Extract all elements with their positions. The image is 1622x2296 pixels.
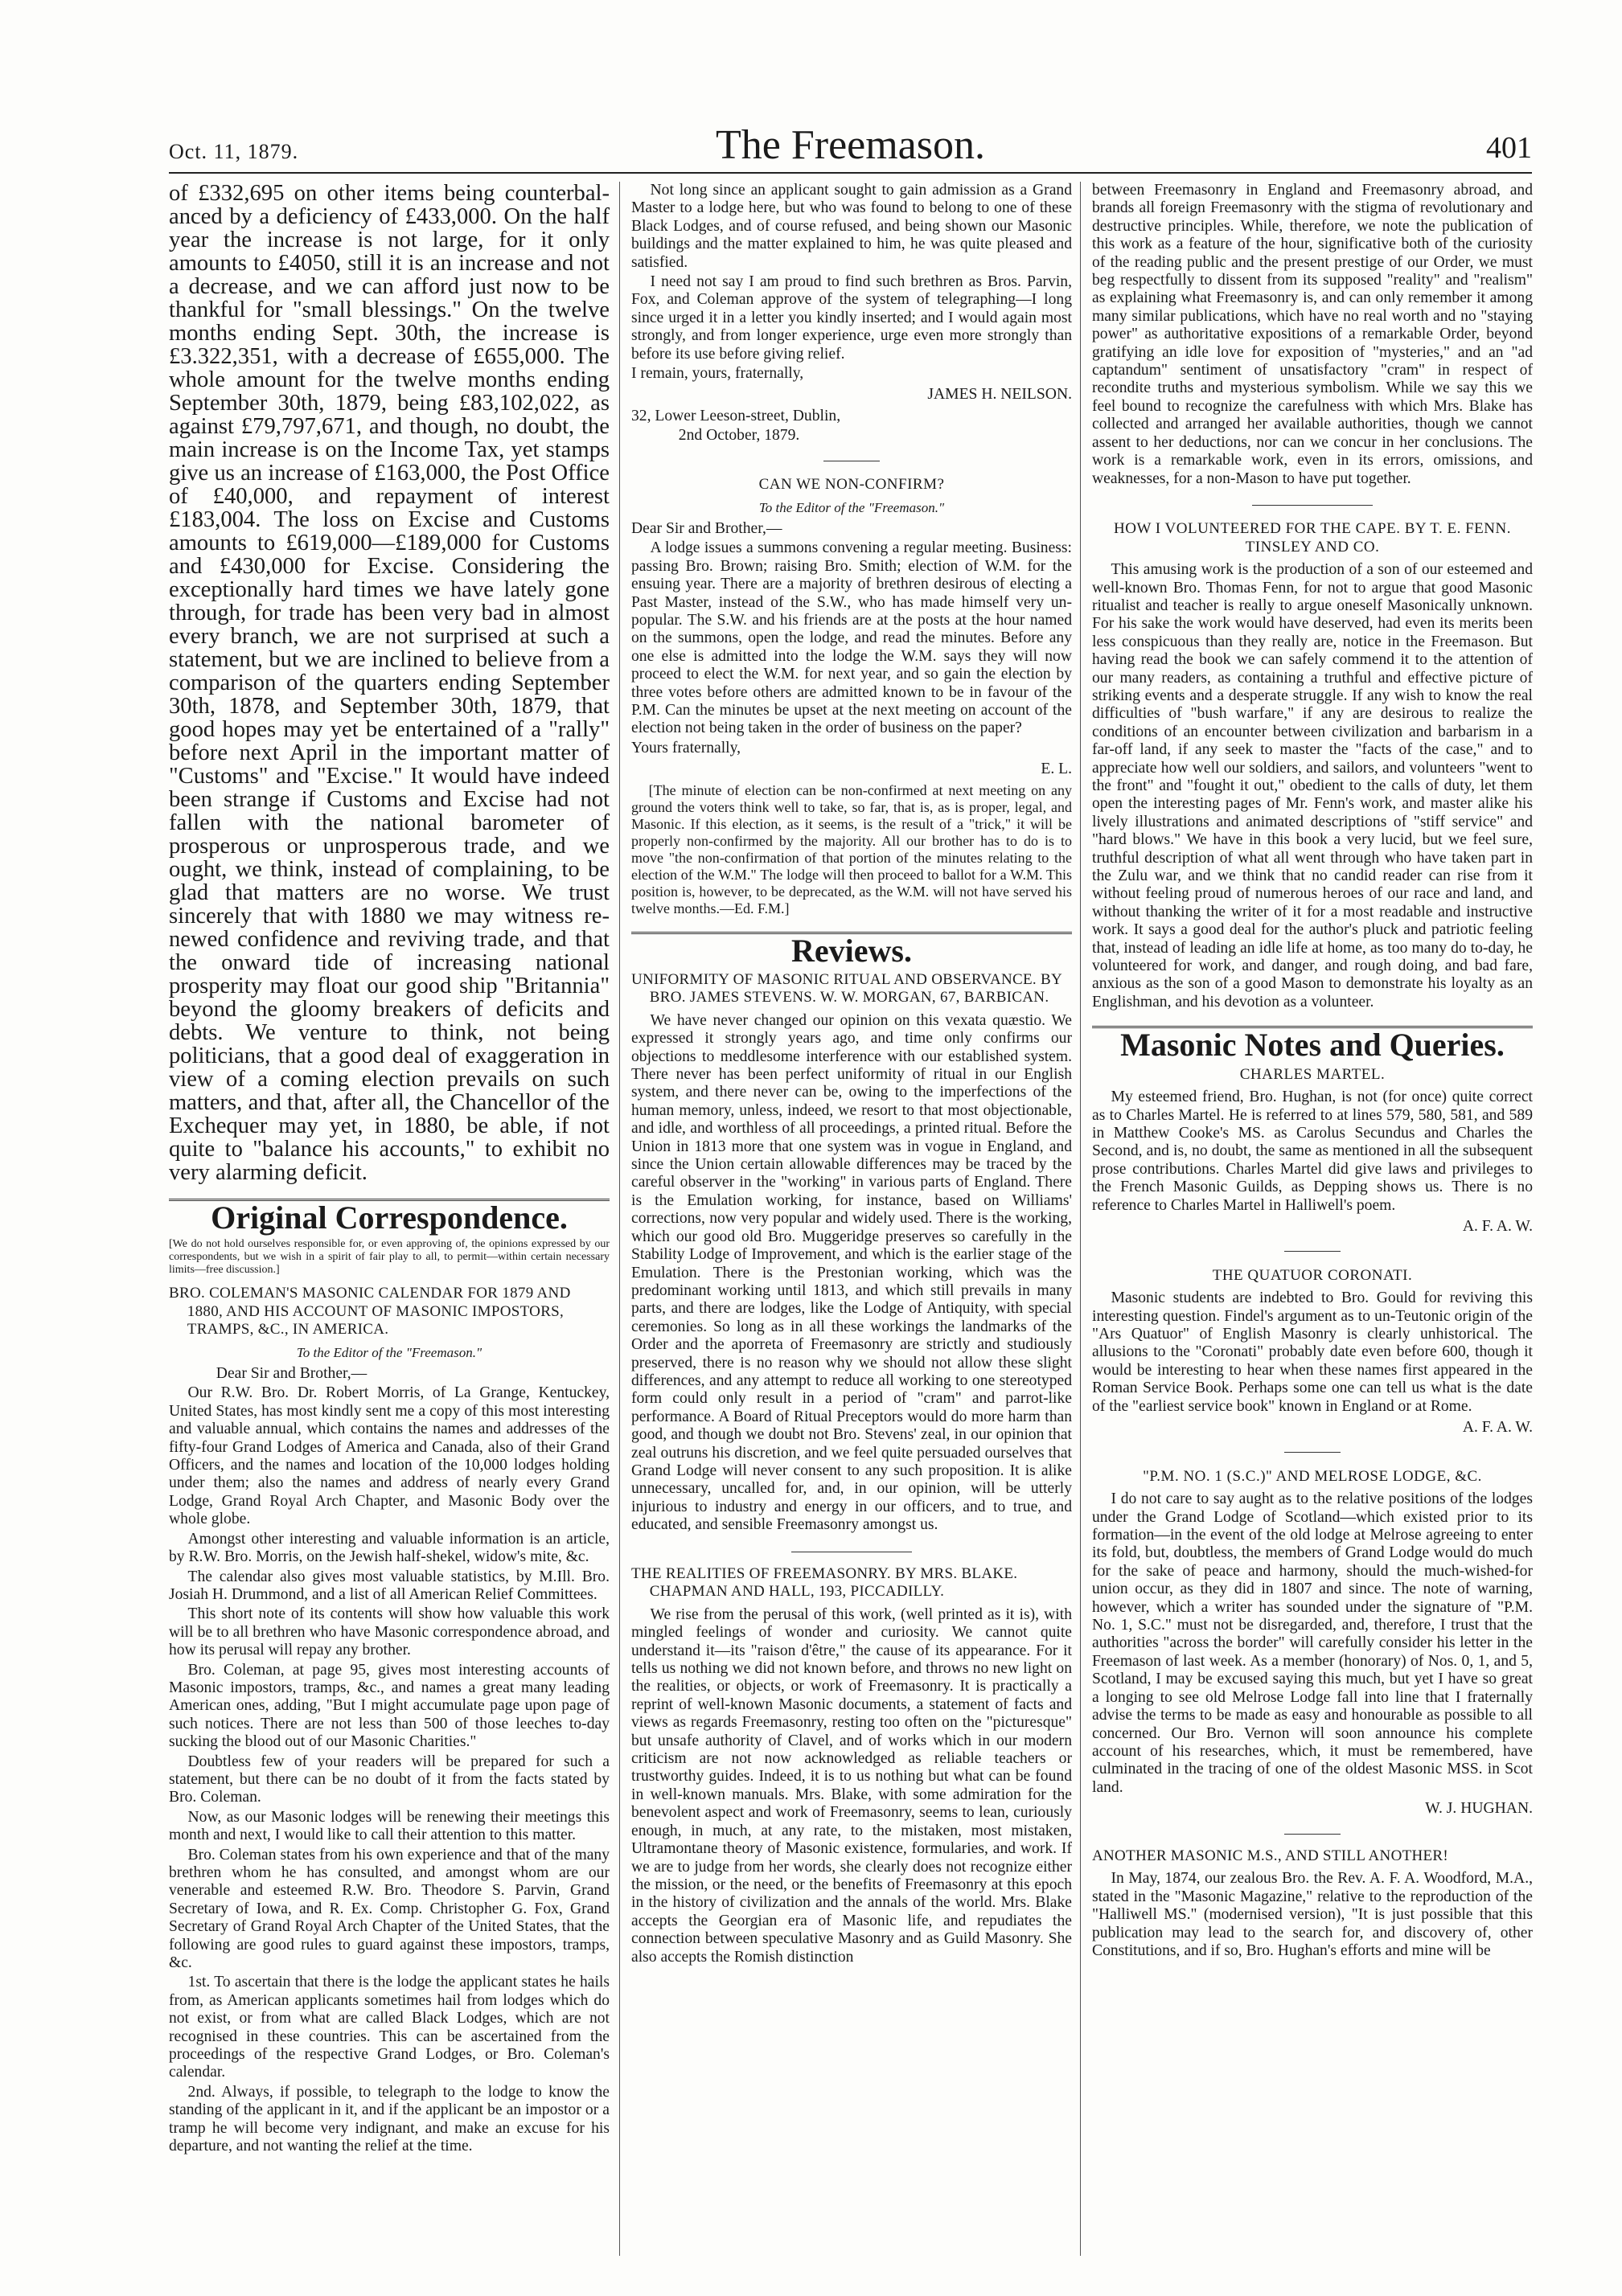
column-3	[1092, 182, 1533, 2256]
letter-paragraph: Our R.W. Bro. Dr. Robert Morris, of La Grange, Kentuckey, United States, has most kindly sent me a copy of this most interesting and valuable annual, which contains the names and addresses of the fifty-four Grand Lodges of America and Canada, also of their Grand Officers, and the names and location of the 10,000 lodges holding under them; also the names and address of nearly every Grand Lodge, Grand Royal Arch Chapter, and Masonic Body over the whole globe.	[169, 1384, 610, 1528]
query-title: THE QUATUOR CORONATI.	[1212, 1266, 1413, 1284]
letter-paragraph: I need not say I am proud to find such brethren as Bros. Parvin, Fox, and Coleman approve of the system of telegraphing—I long since urged it in a letter you kindly inserted; and I would again most strongly, and from longer experience, urge even more strongly than before its use before giving relief.	[631, 273, 1072, 363]
masthead-rule	[169, 172, 1532, 174]
query-paragraph: Masonic students are indebted to Bro. Gould for reviving this interesting question. Findel's argument as to un-Teutonic origin of the "Ars Quatuor" of English Masonry is clearly unhistorical. The allusions to the "Coronati" probably date even before 600, though it would be interesting to hear when these names first appeared in the Roman Service Book. Perhaps some one can tell us what is the date of the "earliest service book" known in England or at Rome.	[1092, 1289, 1533, 1415]
column-divider	[619, 182, 620, 2256]
review-paragraph: This amusing work is the production of a son of our esteemed and well-known Bro. Thomas Fenn, for not to argue that good Masonic ritualist and teacher is really to argue oneself Masonically unknown. For his sake the work would have deserved, had even its merits been less conspicuous than they really are, notice in the Freemason. But having read the book we can safely commend it to the attention of our many readers, as containing a truthful and effective picture of striking events and a desperate struggle. If any wish to know the real difficulties of "bush warfare," if any are desirous to realize the conditions of an encounter between civilization and barbarism in a far-off land, if any seek to master the "facts of the case," and to appreciate how well our soldiers, and sailors, and volunteers "went to the front" and "fought it out," obedient to the calls of duty, let them open the interesting pages of Mr. Fenn's work, and master alike his lively illustrations and animated descriptions of "stiff service" and "hard blows." We have in this book a very lucid, but we feel sure, truthful description of what all went through who have taken part in the Zulu war, and we think that no candid reader can rise from it without feeling proud of numerous heroes of our race and land, and without thanking the writer of it for a most readable and instructive work. It says a good deal for the author's pluck and patriotic feeling that, instead of leading an idle life at home, as too many do to-day, he volunteered for work, and danger, and rough doing, and bad fare, anxious as the son of a good Mason to demonstrate his loyalty as an Englishman, and his devotion as a volunteer.	[1092, 561, 1533, 1011]
divider	[631, 449, 1072, 466]
query-signature: A. F. A. W.	[1462, 1217, 1533, 1235]
letter-title: CAN WE NON-CONFIRM?	[758, 476, 945, 494]
divider	[1092, 493, 1533, 510]
editorial-continuation	[169, 182, 610, 1184]
review-paragraph: between Freemasonry in England and Freemasonry abroad, and brands all foreign Freemasonry with the stigma of revolutionary and destructive principles. While, therefore, we note the publication of this work as a feature of the hour, significative both of the curiosity of the reading public and the present prestige of our Order, we must beg respectfully to dissent from its supposed "reality" and "realism" as explaining what Freemasonry is, and can only remember it among many similar publications, which have no real worth and no "staying power" as authoritative expositions of a remarkable Order, beyond gratifying an idle love for exposition of "mysteries," and an "ad captandum" sentiment of unsatisfactory "cram" in respect of recondite truths and mysterious symbolism. While we say this we feel bound to recognize the carefulness with which Mrs. Blake has collected and arranged her available authorities, though we cannot assent to her deductions, nor can we concur in her conclusions. The work is a remarkable work, even in its errors, omissions, and weaknesses, for a non-Mason to have put together.	[1092, 182, 1533, 487]
letter-paragraph: A lodge issues a summons convening a regular meeting. Business: passing Bro. Brown; raising Bro. Smith; election of W.M. for the ensuing year. There are a majority of brethren desirous of electing a Past Master, instead of the S.W., who has made himself very unpopular. The S.W. and his friends are at the posts at the hour named on the summons, open the lodge, and read the minutes. Before any one else is admitted into the lodge the W.M. says they will now proceed to elect the W.M. for next year, and so gain the election by three votes before others are admitted known to be in favour of the P.M. Can the minutes be upset at the next meeting on account of the election not being taken in the order of business on the paper?	[631, 539, 1072, 737]
section-heading: Reviews.	[791, 932, 912, 969]
query-title: CHARLES MARTEL.	[1239, 1065, 1386, 1083]
review-title: HOW I VOLUNTEERED FOR THE CAPE. BY T. E. FENN. TINSLEY AND CO.	[1114, 520, 1511, 556]
letter-signature: JAMES H. NEILSON.	[927, 386, 1072, 404]
editorial-paragraph: of £332,695 on other items being counterbalanced by a deficiency of £433,000. On the half year the increase is not large, for it only amounts to £4050, still it is an increase and not a decrease, and we can afford just now to be thankful for "small blessings." On the twelve months ending Sept. 30th, the increase is £3.322,351, with a decrease of £655,000. The whole amount for the twelve months ending September 30th, 1879, being £83,102,022, as against £79,797,671, and though, no doubt, the main increase is on the Income Tax, yet stamps give us an increase of £163,000, the Post Office of £40,000, and repayment of interest £183,004. The loss on Excise and Customs amounts to £619,000—£189,000 for Customs and £430,000 for Excise. Considering the exceptionally hard times we have lately gone through, for trade has been very bad in almost every branch, we are not surprised at such a statement, but we are inclined to believe from a comparison of the quarters ending September 30th, 1878, and September 30th, 1879, that good hopes may yet be entertained of a "rally" before next April in the important matter of "Customs" and "Excise." It would have indeed been strange if Customs and Excise had not fallen with the national barometer of prosperous or unprosperous trade, and we ought, we think, instead of complaining, to be glad that matters are no worse. We trust sincerely that with 1880 we may witness renewed confidence and reviving trade, and that the onward tide of increasing national prosperity may float our good ship "Britannia" beyond the gloomy breakers of deficits and debts. We venture to think, not being politicians, that a good deal of exaggeration in view of a coming election prevails on such matters, and that, after all, the Chancellor of the Exchequer may yet, in 1880, be able, if not quite to "balance his accounts," to exhibit no very alarming deficit.	[169, 182, 610, 1185]
letter-paragraph: Bro. Coleman states from his own experience and that of the many brethren whom he has consulted, and amongst whom are our venerable and esteemed R.W. Bro. Theodore S. Parvin, Grand Secretary of Iowa, and R. Ex. Comp. Christopher G. Fox, Grand Secretary of Grand Royal Arch Chapter of the United States, that the following are good rules to guard against these impostors, tramps, &c.	[169, 1846, 610, 1972]
letter-paragraph: Doubtless few of your readers will be prepared for such a statement, but there can be no doubt of it from the facts stated by Bro. Coleman.	[169, 1753, 610, 1806]
letter-paragraph: Bro. Coleman, at page 95, gives most interesting accounts of Masonic impostors, tramps, &c., and names a great many leading American ones, adding, "But I might accumulate page upon page of such notices. There are not less than 500 of those leeches to-day sucking the blood out of our Masonic Charities."	[169, 1661, 610, 1751]
column-2	[631, 182, 1072, 2256]
editor-note: [The minute of election can be non-confirmed at next meeting on any ground the voters think well to take, so far, that is, as is proper, legal, and Masonic. If this election, as it seems, is the result of a "trick," it will be properly non-confirmed by the majority. All our brother has to do is to move "the non-confirmation of that portion of the minutes relating to the election of the W.M." The lodge will then proceed to ballot for a W.M. This position is, however, to be deprecated, as the W.M. will not have served his twelve months.—Ed. F.M.]	[631, 781, 1072, 916]
letter-paragraph: The calendar also gives most valuable statistics, by M.Ill. Bro. Josiah H. Drummond, and a list of all American Relief Committees.	[169, 1568, 610, 1603]
letter-paragraph: 2nd. Always, if possible, to telegraph to the lodge to know the standing of the applicant in it, and if the applicant be an impostor or a tramp he will become very indignant, and make an excuse for his departure, and not wanting the relief at the time.	[169, 2083, 610, 2155]
page-number: 401	[1486, 131, 1532, 165]
divider	[1092, 1440, 1533, 1458]
query-signature: A. F. A. W.	[1462, 1419, 1533, 1436]
newspaper-title: The Freemason.	[715, 122, 985, 168]
issue-date: Oct. 11, 1879.	[169, 140, 299, 163]
query-paragraph: I do not care to say aught as to the relative positions of the lodges under the Grand Lodge of Scotland—which existed prior to its formation—in the event of the old lodge at Melrose agreeing to enter its fold, but, doubtless, the members of Grand Lodge would do much for the sake of peace and harmony, should the much-wished-for union occur, as they did in 1807 and since. The note of warning, however, which a writer has sounded under the signature of "P.M. No. 1, S.C." must not be disregarded, and, therefore, I trust that the authorities "across the border" will carefully consider his letter in the Freemason of last week. As a member (honorary) of Nos. 0, 1, and 5, Scotland, I may be excused saying this much, but yet I have so great a longing to see old Melrose Lodge fall into line that I fraternally advise the terms to be made as easy and honourable as possible to all concerned. Our Bro. Vernon will soon announce his complete account of his researches, which, it must be remembered, have culminated in the tracing of one of the oldest Masonic MSS. in Scot land.	[1092, 1490, 1533, 1796]
editorial-disclaimer: [We do not hold ourselves responsible for, or even approving of, the opinions expressed by our correspondents, but we wish in a spirit of fair play to all, to permit—within certain necessary limits—free discussion.]	[169, 1238, 610, 1277]
letter-signature: E. L.	[1041, 761, 1072, 778]
section-heading: Masonic Notes and Queries.	[1120, 1027, 1505, 1064]
divider	[1092, 1239, 1533, 1257]
letter-paragraph: 1st. To ascertain that there is the lodge the applicant states he hails from, as American applicants sometimes hail from lodges which do not exist, or from what are called Black Lodges, which are not recognised in these countries. This can be ascertained from the proceedings of the respective Grand Lodges, or Bro. Coleman's calendar.	[169, 1974, 610, 2081]
query-paragraph: In May, 1874, our zealous Bro. the Rev. A. F. A. Woodford, M.A., stated in the "Masonic Magazine," relative to the reproduction of the "Halliwell MS." (modernised version), "It is just possible that this publication may lead to the search for, and discovery of, other Constitutions, and if so, Bro. Hughan's efforts and mine will be	[1092, 1870, 1533, 1959]
review-title: UNIFORMITY OF MASONIC RITUAL AND OBSERVANCE. BY BRO. JAMES STEVENS. W. W. MORGAN, 67, BARBICAN.	[631, 971, 1062, 1007]
divider	[1092, 1822, 1533, 1839]
column-1	[169, 182, 610, 2256]
query-title: "P.M. NO. 1 (S.C.)" AND MELROSE LODGE, &C.	[1143, 1467, 1482, 1485]
section-heading: Original Correspondence.	[211, 1199, 568, 1236]
letter-paragraph: Now, as our Masonic lodges will be renewing their meetings this month and next, I would like to call their attention to this matter.	[169, 1808, 610, 1844]
letter-title: BRO. COLEMAN'S MASONIC CALENDAR FOR 1879 AND 1880, AND HIS ACCOUNT OF MASONIC IMPOSTORS, TRAMPS, &C., IN AMERICA.	[169, 1285, 571, 1339]
review-paragraph: We rise from the perusal of this work, (well printed as it is), with mingled feelings of wonder and curiosity. We cannot quite understand it—its "raison d'être," the cause of its appearance. For it tells us nothing we did not known before, and throws no new light on the realities, or objects, or work of Freemasonry. It is practically a reprint of well-known Masonic documents, a statement of facts and views as regards Freemasonry, resting too often on the "picturesque" but unsafe authority of Clavel, and of works which in our modern criticism are not now acknowledged as reliable teachers or trustworthy guides. Indeed, it is to us nothing but what can be found in well-known manuals. Mrs. Blake, with some admiration for the benevolent aspect and work of Freemasonry, seems to lean, curiously enough, in much, at any rate, to the mistaken, most mistaken, Ultramontane theory of Masonic existence, formularies, and work. If we are to judge from her words, she clearly does not recognize either the mission, or the need, or the benefits of Freemasonry at this epoch in the history of civilization and the annals of the world. Mrs. Blake accepts the Georgian era of Masonic life, and repudiates the connection between speculative Masonry and as Guild Masonry. She also accepts the Romish distinction	[631, 1605, 1072, 1966]
letter-closing: I remain, yours, fraternally,	[631, 365, 804, 383]
review-title: THE REALITIES OF FREEMASONRY. BY MRS. BLAKE. CHAPMAN AND HALL, 193, PICCADILLY.	[631, 1565, 1018, 1601]
letter-address: 32, Lower Leeson-street, Dublin,	[631, 407, 841, 424]
letter-paragraph: This short note of its contents will show how valuable this work will be to all brethren who have Masonic correspondence abroad, and how its perusal will repay any brother.	[169, 1605, 610, 1659]
review-paragraph: We have never changed our opinion on this vexata quæstio. We expressed it strongly years ago, and time only confirms our objections to meddlesome interference with our established system. There never has been perfect uniformity of ritual in our English system, and there never can be, owing to the imperfections of the human memory, unless, indeed, we resort to that most objectionable, and idle, and worthless of all proceedings, a printed ritual. Before the Union in 1813 more that one system was in vogue in England, and since the Union certain allowable differences may be traced by the careful observer in the "working" in various parts of England. There is the Emulation working, for instance, based on Williams' corrections, now very popular and widely used. There is the working, which our good old Bro. Muggeridge preserves so carefully in the Stability Lodge of Improvement, and which is the earlier stage of the Emulation. There is the Prestonian working, which was the predominant working until 1813, and which still prevails in many parts, and there are lodges, like the Lodge of Antiquity, with special ceremonies. So long as in all these workings the landmarks of the Order and the aporreta of Freemasonry are strictly and studiously preserved, there is no reason why we should not allow these slight differences, and any attempt to reduce all working to one stereotyped form could only result in a period of "cram" and parrot-like performance. A Board of Ritual Preceptors would do more harm than good, and though we doubt not Bro. Stevens' zeal, in our opinion that zeal outruns his discretion, and we feel quite persuaded ourselves that Grand Lodge will never consent to any such proposition. It is alike unnecessary, uncalled for, and, in our opinion, will be utterly injurious to industry and energy in our officers, and to true, and educated, and sensible Freemasonry amongst us.	[631, 1011, 1072, 1534]
query-title: ANOTHER MASONIC M.S., AND STILL ANOTHER!	[1092, 1847, 1449, 1864]
query-signature: W. J. HUGHAN.	[1425, 1800, 1533, 1818]
letter-addressee: To the Editor of the "Freemason."	[758, 499, 945, 515]
letter-paragraph: Not long since an applicant sought to gain admission as a Grand Master to a lodge here, but who was found to belong to one of these Black Lodges, and of course refused, and being shown our Masonic buildings and the matter explained to him, he was quite pleased and satisfied.	[631, 182, 1072, 271]
column-divider	[1080, 182, 1081, 2256]
letter-addressee: To the Editor of the "Freemason."	[296, 1344, 482, 1360]
letter-salutation: Dear Sir and Brother,—	[216, 1365, 368, 1383]
letter-paragraph: Amongst other interesting and valuable information is an article, by R.W. Bro. Morris, on the Jewish half-shekel, widow's mite, &c.	[169, 1530, 610, 1566]
letter-date: 2nd October, 1879.	[678, 427, 800, 445]
letter-salutation: Dear Sir and Brother,—	[631, 519, 782, 537]
masthead	[169, 121, 1532, 169]
query-paragraph: My esteemed friend, Bro. Hughan, is not (for once) quite correct as to Charles Martel. He is referred to at lines 579, 580, 581, and 589 in Matthew Cooke's MS. as Carolus Secundus and Charles the Second, and is, no doubt, the same as mentioned in all the subsequent prose contributions. Charles Martel did give laws and privileges to the French Masonic Guilds, as Depping shows us. There is no reference to Charles Martel in Halliwell's poem.	[1092, 1089, 1533, 1214]
divider	[631, 1540, 1072, 1557]
letter-closing: Yours fraternally,	[631, 739, 741, 756]
